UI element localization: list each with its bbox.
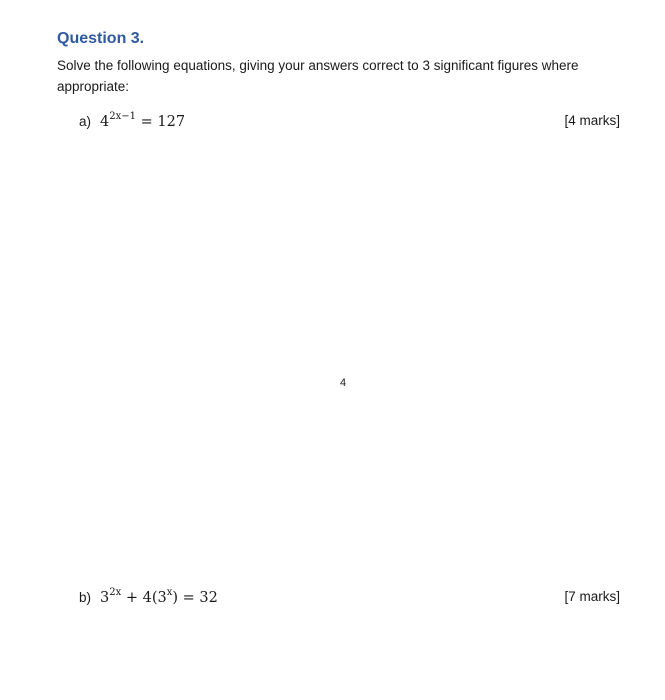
part-a (79, 112, 185, 130)
part-a-base: 4 (100, 113, 110, 130)
part-b (79, 588, 218, 606)
part-a-exponent: 2x−1 (109, 111, 136, 122)
part-a-marks: [4 marks] (564, 113, 620, 128)
part-b-term2-exponent: x (166, 587, 173, 598)
part-b-term1-base: 3 (100, 589, 110, 606)
question-instructions: Solve the following equations, giving your answers correct to 3 significant figures where appropriate: (57, 58, 579, 94)
part-b-middle: + 4(3 (125, 589, 167, 606)
part-b-label: b) (79, 589, 92, 605)
part-a-label: a) (79, 113, 92, 129)
part-b-rest: ) = 32 (172, 589, 218, 606)
question-title: Question 3. (57, 30, 145, 47)
part-a-equation (100, 112, 185, 130)
part-a-rest: = 127 (140, 113, 186, 130)
page-number: 4 (340, 377, 347, 389)
part-b-equation (100, 588, 218, 606)
part-b-term1-exponent: 2x (109, 587, 122, 598)
part-b-marks: [7 marks] (564, 589, 620, 604)
